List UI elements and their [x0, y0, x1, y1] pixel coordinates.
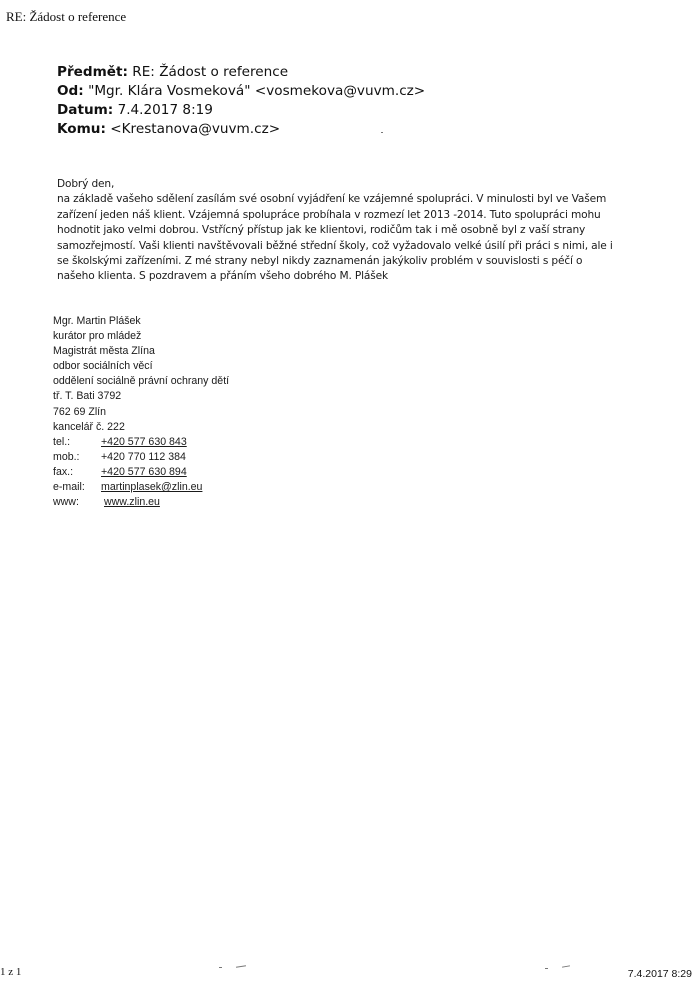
scan-speck: [236, 965, 246, 967]
contact-www: [53, 495, 229, 510]
subject-value: RE: Žádost o reference: [132, 64, 289, 80]
signature-street: tř. T. Bati 3792: [53, 390, 122, 403]
date-row: [57, 101, 425, 120]
www-label: www:: [53, 496, 79, 509]
from-label: Od:: [57, 83, 84, 99]
body-line: na základě vašeho sdělení zasílám své osobní vyjádření ke vzájemné spolupráci. V minulosti byl ve Vašem: [57, 193, 607, 206]
scan-speck: [562, 965, 570, 967]
signature-position: kurátor pro mládež: [53, 330, 142, 343]
to-row: [57, 120, 425, 139]
scan-speck: [381, 132, 383, 133]
date-label: Datum:: [57, 102, 114, 118]
scan-speck: [545, 968, 548, 969]
fax-link[interactable]: +420 577 630 894: [101, 465, 187, 478]
email-header: [57, 63, 425, 139]
contact-tel: [53, 435, 229, 450]
from-value: "Mgr. Klára Vosmeková" <vosmekova@vuvm.cz>: [88, 83, 426, 99]
signature-name: Mgr. Martin Plášek: [53, 315, 141, 327]
subject-row: [57, 63, 425, 82]
signature-city: 762 69 Zlín: [53, 405, 107, 418]
body-line: Dobrý den,: [57, 178, 115, 190]
body-line: našeho klienta. S pozdravem a přáním všeho dobrého M. Plášek: [57, 270, 388, 283]
body-line: se školskými zařízeními. Z mé strany nebyl nikdy zaznamenán jakýkoliv problém v souvislosti s péčí o: [57, 255, 583, 268]
body-line: samozřejmostí. Vaši klienti navštěvovali běžné střední školy, což vyžadovalo velké úsilí při práci s nimi, ale i: [57, 239, 613, 252]
email-link[interactable]: martinplasek@zlin.eu: [101, 481, 203, 494]
body-line: zařízení jeden náš klient. Vzájemná spolupráce probíhala v rozmezí let 2013 -2014. Tuto spolupráci mohu: [57, 208, 601, 221]
print-timestamp: 7.4.2017 8:29: [627, 968, 692, 980]
signature-office: Magistrát města Zlína: [53, 345, 155, 358]
contact-mob: [53, 450, 229, 465]
contact-email: [53, 480, 229, 495]
tel-link[interactable]: +420 577 630 843: [101, 435, 187, 448]
to-value: <Krestanova@vuvm.cz>: [110, 121, 281, 137]
print-header-title: RE: Žádost o reference: [6, 9, 127, 24]
to-label: Komu:: [57, 121, 106, 137]
signature-department: odbor sociálních věcí: [53, 360, 153, 373]
signature-section: oddělení sociálně právní ochrany dětí: [53, 375, 230, 388]
from-row: [57, 82, 425, 101]
date-value: 7.4.2017 8:19: [117, 102, 213, 118]
scan-speck: [219, 967, 222, 968]
www-link[interactable]: www.zlin.eu: [104, 496, 160, 509]
tel-label: tel.:: [53, 435, 71, 448]
mob-label: mob.:: [53, 450, 80, 463]
contact-fax: [53, 465, 229, 480]
mob-value: +420 770 112 384: [101, 450, 186, 463]
page-counter: 1 z 1: [0, 966, 22, 978]
fax-label: fax.:: [53, 465, 74, 478]
signature-block: [53, 314, 229, 510]
subject-label: Předmět:: [57, 64, 128, 80]
body-line: hodnotit jako velmi dobrou. Vstřícný přístup jak ke klientovi, rodičům tak i mě osobně byl z vaší strany: [57, 224, 586, 237]
email-label: e-mail:: [53, 481, 85, 494]
email-body: [57, 177, 667, 285]
signature-room: kancelář č. 222: [53, 420, 125, 433]
